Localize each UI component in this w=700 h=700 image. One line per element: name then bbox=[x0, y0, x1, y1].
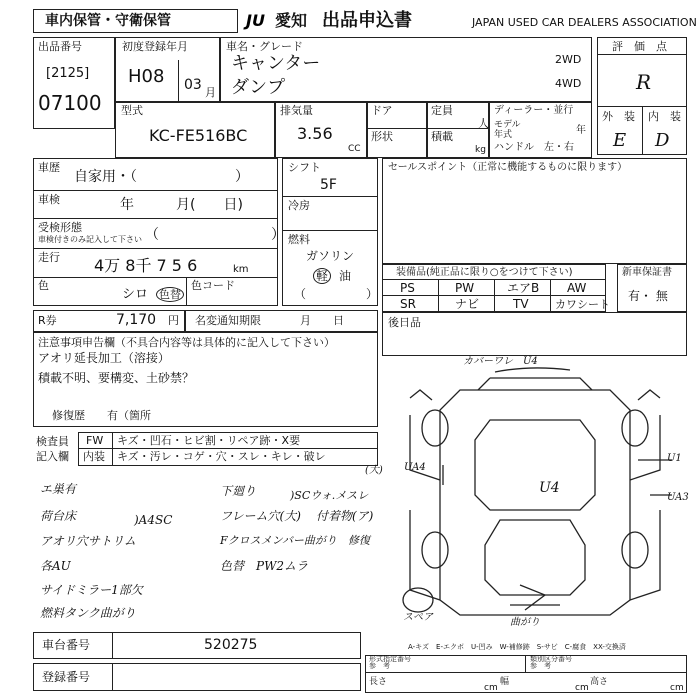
note-hw-1: エ巣有 bbox=[40, 482, 77, 496]
recycle-label: R券 bbox=[38, 314, 57, 327]
equipment-leather: カワシート bbox=[555, 298, 610, 311]
capacity-unit: 人 bbox=[478, 117, 489, 130]
org-name: 愛知 bbox=[275, 11, 308, 30]
reception-note: 車検付きのみ記入して下さい bbox=[38, 235, 142, 244]
rating-interior: D bbox=[655, 130, 670, 151]
length-label: 長さ bbox=[369, 677, 388, 687]
history-value: 自家用・（ ） bbox=[74, 169, 249, 185]
diagram-center-label: U4 bbox=[539, 480, 560, 496]
width-label: 幅 bbox=[500, 677, 510, 687]
note-hw-13: 色替 PW2ムラ bbox=[220, 559, 309, 573]
mileage-unit: km bbox=[233, 264, 249, 275]
car-name-label: 車名・グレード bbox=[226, 40, 303, 53]
diagram-spare-label: スペア bbox=[403, 612, 433, 623]
lot-label: 出品番号 bbox=[38, 40, 82, 53]
load-unit: kg bbox=[475, 145, 486, 155]
rating-label: 評 価 点 bbox=[612, 40, 667, 53]
storage-title: 車内保管・守衛保管 bbox=[45, 13, 171, 29]
interior-check-label: 内装 bbox=[83, 450, 105, 463]
recycle-value: 7,170 bbox=[116, 312, 157, 328]
model-value: KC-FE516BC bbox=[149, 126, 248, 145]
fuel-paren: （ ） bbox=[294, 287, 379, 301]
equipment-sr: SR bbox=[400, 297, 416, 311]
handle-label: ハンドル 左・右 bbox=[494, 142, 574, 153]
aircon-label: 冷房 bbox=[288, 199, 310, 212]
fuel-label: 燃料 bbox=[288, 233, 310, 246]
damage-legend: A-キズ E-エクボ U-凹み W-補修跡 S-サビ C-腐食 XX-交換済 bbox=[408, 643, 626, 651]
color-value: シロ bbox=[122, 287, 149, 302]
equipment-label: 装備品(純正品に限り○をつけて下さい) bbox=[396, 267, 573, 278]
chassis-value: 520275 bbox=[204, 637, 258, 653]
fuel-suffix: 油 bbox=[339, 269, 352, 283]
color-code-label: 色コード bbox=[191, 279, 235, 292]
model-year-label: モデル 年式 bbox=[494, 120, 521, 140]
sales-point-label: セールスポイント（正常に機能するものに限ります） bbox=[388, 162, 628, 173]
shift-label: シフト bbox=[288, 161, 321, 174]
inspection-value: 年 月( 日) bbox=[120, 197, 243, 213]
equipment-navi: ナビ bbox=[455, 297, 480, 311]
drive-4wd: 4WD bbox=[555, 77, 582, 90]
registration-month: 03 bbox=[184, 77, 202, 93]
fuel-value: ガソリン bbox=[306, 249, 355, 263]
dealer-label: ディーラー・並行 bbox=[494, 105, 574, 116]
note-hw-5: 各AU bbox=[40, 559, 71, 573]
ju-logo: JU bbox=[246, 11, 265, 30]
post-date-label: 後日品 bbox=[388, 316, 421, 329]
reception-label: 受検形態 bbox=[38, 221, 82, 234]
note-hw-9: )SCウォ.メスレ bbox=[290, 489, 369, 502]
notes-label: 注意事項申告欄（不具合内容等は具体的に記入して下さい） bbox=[38, 336, 335, 349]
door-label: ドア bbox=[371, 104, 393, 117]
repaint-mark: 色替 bbox=[156, 287, 184, 302]
note-hw-10: フレーム穴(大) bbox=[220, 509, 301, 523]
form-change-label: 形式指定番号 参 考 bbox=[369, 655, 411, 670]
registration-label: 初度登録年月 bbox=[122, 40, 188, 53]
model-year-unit: 年 bbox=[576, 125, 586, 136]
note-hw-2: 荷台床 bbox=[40, 509, 77, 523]
note-hw-11: 付着物(ア) bbox=[316, 509, 374, 523]
inspection-label: 車検 bbox=[38, 193, 60, 206]
association-name: JAPAN USED CAR DEALERS ASSOCIATION bbox=[472, 16, 697, 29]
lot-number: 07100 bbox=[38, 91, 102, 115]
diagram-left-label: UA4 bbox=[404, 462, 426, 473]
history-label: 車歴 bbox=[38, 161, 60, 174]
name-change-value: 月 日 bbox=[300, 314, 344, 327]
car-name-value: キャンター bbox=[231, 53, 321, 74]
vehicle-diagram bbox=[380, 360, 690, 640]
equipment-tv: TV bbox=[513, 297, 529, 311]
color-label: 色 bbox=[38, 279, 49, 292]
plate-label: 登録番号 bbox=[42, 670, 91, 684]
diagram-top-label: カバーワレ U4 bbox=[463, 356, 538, 367]
car-grade-value: ダンプ bbox=[231, 77, 286, 98]
width-unit: cm bbox=[575, 683, 589, 693]
diagram-right-label-1: U1 bbox=[667, 453, 682, 464]
interior-check-items: キズ・汚レ・コゲ・穴・スレ・キレ・破レ bbox=[117, 450, 326, 463]
equipment-aw: AW bbox=[567, 281, 587, 295]
notes-line-1: アオリ延長加工（溶接） bbox=[38, 351, 170, 365]
rating-exterior: E bbox=[613, 130, 627, 151]
lot-code: [2125] bbox=[46, 66, 90, 81]
fw-label: FW bbox=[86, 434, 104, 447]
note-hw-12: Fクロスメンバー曲がり 修復 bbox=[220, 534, 370, 547]
fuel-light-oil: 軽 bbox=[313, 268, 331, 284]
shift-value: 5F bbox=[320, 177, 337, 193]
diagram-right-label-2: UA3 bbox=[667, 492, 689, 503]
note-hw-3: )A4SC bbox=[134, 513, 173, 527]
length-unit: cm bbox=[484, 683, 498, 693]
repair-label: 修復歴 有（箇所 bbox=[52, 409, 151, 422]
form-title: 出品申込書 bbox=[322, 10, 412, 31]
shape-label: 形状 bbox=[371, 130, 393, 143]
model-label: 型式 bbox=[121, 104, 143, 117]
rating-score: R bbox=[636, 70, 652, 94]
note-hw-6: サイドミラー1部欠 bbox=[40, 583, 143, 597]
post-date-box bbox=[382, 312, 687, 356]
height-unit: cm bbox=[670, 683, 684, 693]
reception-value: （ ） bbox=[145, 227, 285, 243]
registration-month-unit: 月 bbox=[205, 86, 216, 99]
recycle-unit: 円 bbox=[168, 314, 179, 327]
rating-exterior-label: 外 装 bbox=[602, 110, 635, 123]
sales-point-box bbox=[382, 158, 687, 264]
capacity-label: 定員 bbox=[431, 104, 453, 117]
chassis-label: 車台番号 bbox=[42, 638, 91, 652]
note-hw-8: 下廻り bbox=[220, 484, 257, 498]
displacement-label: 排気量 bbox=[280, 104, 313, 117]
name-change-label: 名変通知期限 bbox=[195, 314, 261, 327]
load-label: 積載 bbox=[431, 130, 453, 143]
warranty-label: 新車保証書 bbox=[622, 267, 672, 278]
diagram-bend-label: 曲がり bbox=[510, 617, 540, 628]
fw-items: キズ・凹石・ヒビ割・リペア跡・X要 bbox=[117, 434, 301, 447]
inspector-label: 検査員 記入欄 bbox=[36, 435, 69, 463]
mileage-value: 4万 8千 7 5 6 bbox=[94, 256, 198, 275]
equipment-ps: PS bbox=[400, 281, 415, 295]
displacement-value: 3.56 bbox=[297, 124, 333, 143]
note-hw-7: 燃料タンク曲がり bbox=[40, 606, 136, 620]
note-hw-4: アオリ穴サトリム bbox=[40, 534, 136, 548]
interior-extra: (大) bbox=[365, 465, 383, 476]
class-no-label: 類別区分番号 参 考 bbox=[530, 655, 572, 670]
warranty-options: 有・ 無 bbox=[628, 289, 668, 303]
notes-line-2: 積載不明、要構変、土砂禁？ bbox=[38, 371, 195, 385]
height-label: 高さ bbox=[590, 677, 609, 687]
equipment-airbag: エアB bbox=[507, 281, 540, 295]
drive-2wd: 2WD bbox=[555, 53, 582, 66]
mileage-label: 走行 bbox=[38, 251, 60, 264]
registration-year: H08 bbox=[128, 66, 165, 87]
displacement-unit: CC bbox=[348, 144, 361, 154]
spec-box bbox=[365, 655, 687, 693]
rating-interior-label: 内 装 bbox=[648, 110, 681, 123]
equipment-pw: PW bbox=[455, 281, 475, 295]
